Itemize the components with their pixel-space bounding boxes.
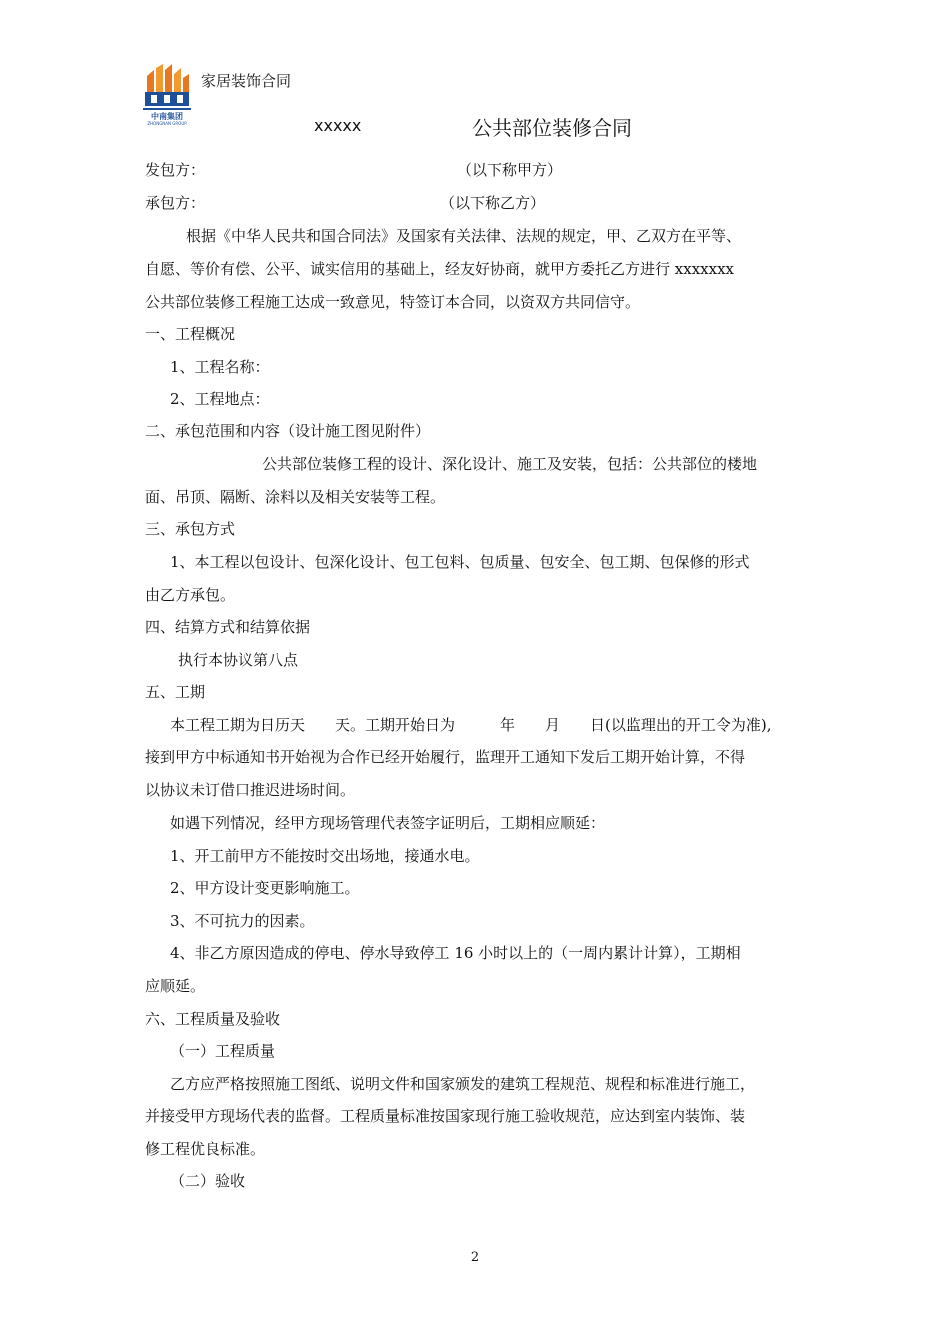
title-prefix: xxxxx [314,116,362,135]
section-3-body: 1、本工程以包设计、包深化设计、包工包料、包质量、包安全、包工期、包保修的形式 [170,553,750,571]
section-2-body: 面、吊顶、隔断、涂料以及相关安装等工程。 [145,488,446,506]
section-6-title: 六、工程质量及验收 [145,1010,281,1028]
section-5-body: 本工程工期为日历天 天。工期开始日为 年 月 日(以监理出的开工令为准), [170,716,772,734]
section-2-title: 二、承包范围和内容（设计施工图见附件） [145,422,431,440]
project-location: 2、工程地点： [170,390,270,408]
page-number: 2 [470,1250,480,1265]
project-name: 1、工程名称： [170,358,270,376]
document-title [0,112,950,142]
intro-line: 公共部位装修工程施工达成一致意见，特签订本合同，以资双方共同信守。 [145,293,641,311]
section-3-body: 由乙方承包。 [145,586,236,604]
delay-item: 应顺延。 [145,977,206,995]
quality-subtitle: （一）工程质量 [170,1042,276,1060]
quality-body: 并接受甲方现场代表的监督。工程质量标准按国家现行施工验收规范，应达到室内装饰、装 [145,1107,746,1125]
section-1-title: 一、工程概况 [145,325,236,343]
acceptance-subtitle: （二）验收 [170,1172,246,1190]
party-b-label: 承包方： [145,194,206,212]
section-5-title: 五、工期 [145,683,206,701]
quality-body: 乙方应严格按照施工图纸、说明文件和国家颁发的建筑工程规范、规程和标准进行施工， [170,1075,756,1093]
section-5-body: 接到甲方中标通知书开始视为合作已经开始履行，监理开工通知下发后工期开始计算，不得 [145,748,746,766]
party-a-label: 发包方： [145,161,206,179]
delay-item: 2、甲方设计变更影响施工。 [170,879,360,897]
section-4-body: 执行本协议第八点 [178,651,299,669]
delay-item: 3、不可抗力的因素。 [170,912,315,930]
header-title: 家居装饰合同 [201,72,292,90]
delay-item: 1、开工前甲方不能按时交出场地，接通水电。 [170,847,480,865]
delay-intro: 如遇下列情况，经甲方现场管理代表签字证明后，工期相应顺延： [170,814,606,832]
intro-line: 自愿、等价有偿、公平、诚实信用的基础上，经友好协商，就甲方委托乙方进行 xxxxxxx [145,260,734,278]
section-4-title: 四、结算方式和结算依据 [145,618,311,636]
party-a-note: （以下称甲方） [457,161,563,179]
section-5-body: 以协议未订借口推迟进场时间。 [145,781,356,799]
title-main: 公共部位装修合同 [472,116,632,140]
delay-item: 4、非乙方原因造成的停电、停水导致停工 16 小时以上的（一周内累计计算），工期相 [170,944,741,962]
party-b-note: （以下称乙方） [440,194,546,212]
section-2-body: 公共部位装修工程的设计、深化设计、施工及安装，包括：公共部位的楼地 [262,455,758,473]
quality-body: 修工程优良标准。 [145,1140,266,1158]
logo-subtext: ZHONGNAN GROUP [147,121,187,126]
logo-text: 中南集团 [151,112,183,121]
intro-line: 根据《中华人民共和国合同法》及国家有关法律、法规的规定，甲、乙双方在平等、 [186,227,742,245]
section-3-title: 三、承包方式 [145,520,236,538]
